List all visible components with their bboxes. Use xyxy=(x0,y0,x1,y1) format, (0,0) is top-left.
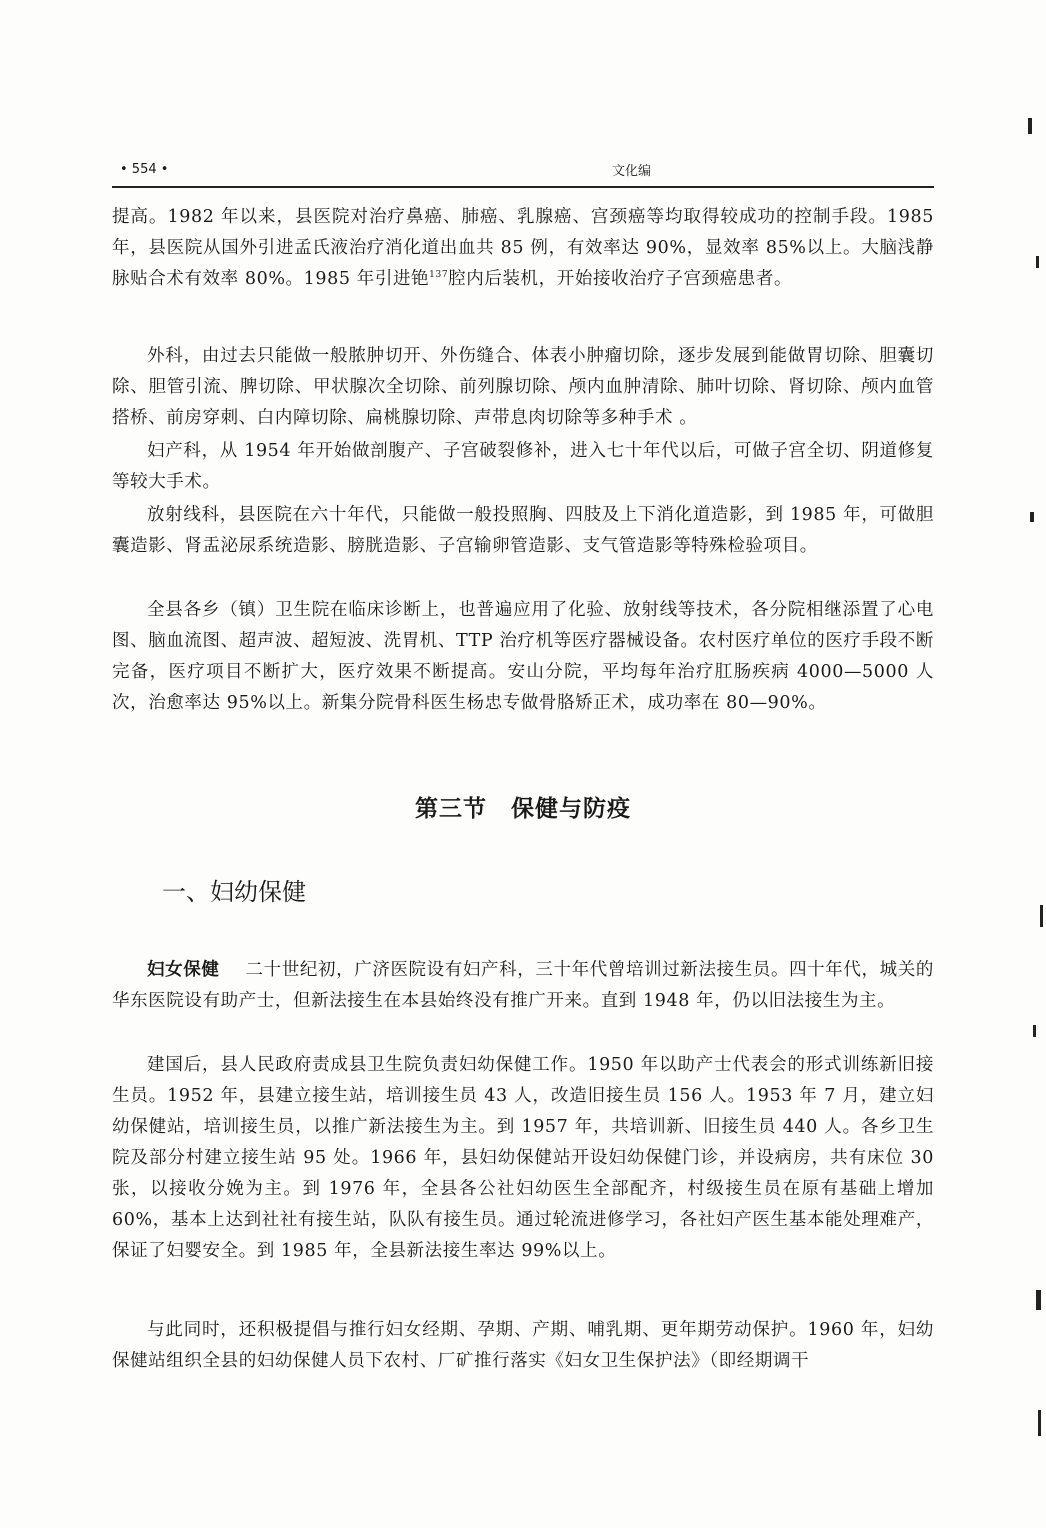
paragraph-radiology: 放射线科，县医院在六十年代，只能做一般投照胸、四肢及上下消化道造影，到 1985 年，可做胆囊造影、肾盂泌尿系统造影、膀胱造影、子宫输卵管造影、支气管造影等特殊检验项目。 xyxy=(112,505,934,556)
paragraph-township: 全县各乡（镇）卫生院在临床诊断上，也普遍应用了化验、放射线等技术，各分院相继添置了心电图、脑血流图、超声波、超短波、洗胃机、TTP 治疗机等医疗器械设备。农村医疗单位的医疗手段不断完备，医疗项目不断扩大，医疗效果不断提高。安山分院，平均每年治疗肛肠疾病 4000—5000 人次，治愈率达 95%以上。新集分院骨科医生杨忠专做骨胳矫正术，成功率在 80—90%。 xyxy=(112,600,934,713)
scan-mark xyxy=(1030,512,1034,522)
scan-mark xyxy=(1036,256,1039,268)
page-number: • 554 • xyxy=(120,162,169,177)
paragraph-obstetrics: 妇产科，从 1954 年开始做剖腹产、子宫破裂修补，进入七十年代以后，可做子宫全切、阴道修复等较大手术。 xyxy=(112,441,934,492)
paragraph-labor-protection: 与此同时，还积极提倡与推行妇女经期、孕期、产期、哺乳期、更年期劳动保护。1960 年，妇幼保健站组织全县的妇幼保健人员下农村、厂矿推行落实《妇女卫生保护法》（即经期调干 xyxy=(112,1320,934,1371)
paragraph-after-founding: 建国后，县人民政府责成县卫生院负责妇幼保健工作。1950 年以助产士代表会的形式训练新旧接生员。1952 年，县建立接生站，培训接生员 43 人，改造旧接生员 156 人。1953 年 7 月，建立妇幼保健站，培训接生员，以推广新法接生为主。到 1957 年，共培训新、旧接生员 440 人。各乡卫生院及部分村建立接生站 95 处。1966 年，县妇幼保健站开设妇幼保健门诊，并设病房，共有床位 30 张，以接收分娩为主。到 1976 年，全县各公社妇幼医生全部配齐，村级接生员在原有基础上增加 60%，基本上达到社社有接生站，队队有接生员。通过轮流进修学习，各社妇产医生基本能处理难产，保证了妇婴安全。到 1985 年，全县新法接生率达 99%以上。 xyxy=(112,1055,934,1261)
scan-mark xyxy=(1028,118,1032,134)
section-title: 第三节 保健与防疫 xyxy=(415,796,631,822)
scan-mark xyxy=(1040,905,1043,927)
superscript: 137 xyxy=(429,270,449,281)
paragraph-women-health: 妇女保健 二十世纪初，广济医院设有妇产科，三十年代曾培训过新法接生员。四十年代，城关的华东医院设有助产士，但新法接生在本县始终没有推广开来。直到 1948 年，仍以旧法接生为主。 xyxy=(112,960,935,1011)
scan-mark xyxy=(1036,1290,1041,1310)
paragraph-surgery: 外科，由过去只能做一般脓肿切开、外伤缝合、体表小肿瘤切除，逐步发展到能做胃切除、胆囊切除、胆管引流、脾切除、甲状腺次全切除、前列腺切除、颅内血肿清除、肺叶切除、肾切除、颅内血管搭桥、前房穿刺、白内障切除、扁桃腺切除、声带息肉切除等多种手术 。 xyxy=(112,346,934,428)
scan-mark xyxy=(1033,1025,1036,1037)
subsection-title: 一、妇幼保健 xyxy=(162,878,306,906)
paragraph-1: 提高。1982 年以来，县医院对治疗鼻癌、肺癌、乳腺癌、宫颈癌等均取得较成功的控制手段。1985 年，县医院从国外引进孟氏液治疗消化道出血共 85 例，有效率达 90%，显效率 85%以上。大脑浅静脉贴合术有效率 80%。1985 年引进铯$^{137}$腔内后装机，开始接收治疗子宫颈癌患者。 xyxy=(112,207,934,289)
scan-mark xyxy=(1038,1410,1041,1436)
page-header xyxy=(112,156,934,188)
women-health-label: 妇女保健 xyxy=(147,960,220,980)
running-section-title: 文化编 xyxy=(612,164,652,179)
